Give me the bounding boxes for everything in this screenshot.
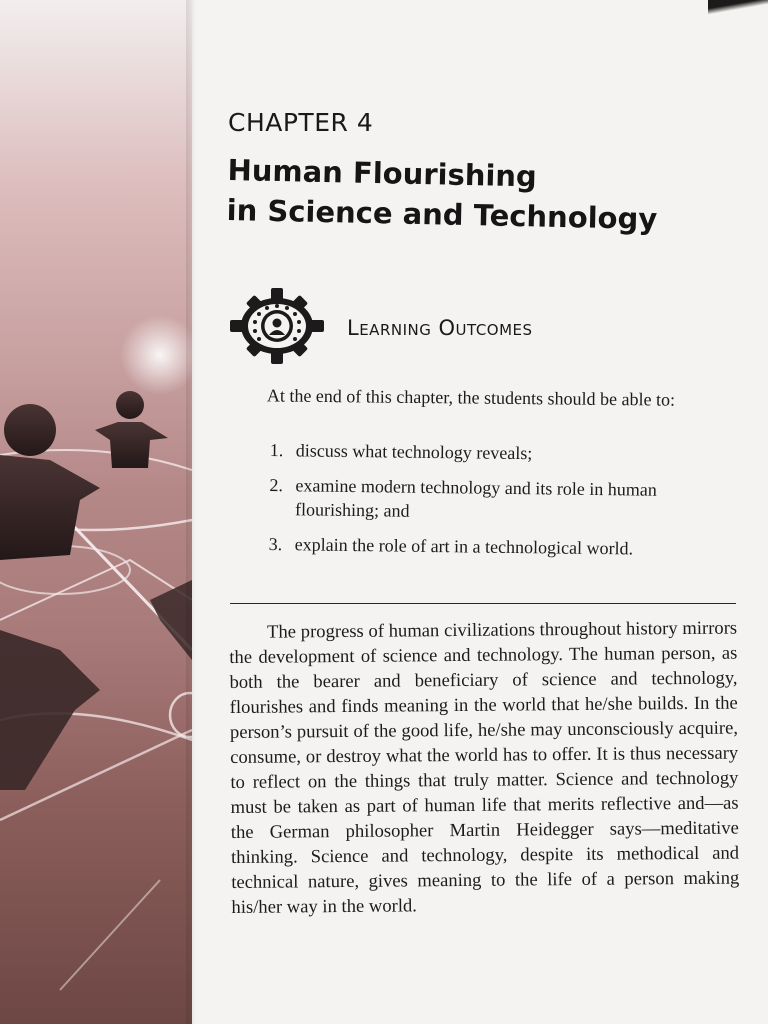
- list-item-text: discuss what technology reveals;: [295, 440, 533, 464]
- list-item-number: 1.: [269, 439, 284, 461]
- list-item: [270, 438, 710, 467]
- list-item: [269, 473, 710, 526]
- list-item-number: 3.: [268, 533, 283, 555]
- list-item-text: examine modern technology and its role in human flourishing; and: [295, 475, 657, 521]
- corner-shadow: [708, 0, 768, 14]
- chapter-title-line-1: Human Flourishing: [227, 152, 538, 194]
- figure-small: [95, 391, 168, 468]
- gear-person-icon: [230, 288, 324, 364]
- decorative-network-image: [0, 0, 192, 1024]
- chapter-title-line-2: in Science and Technology: [226, 192, 658, 237]
- network-illustration: [0, 0, 192, 1024]
- body-paragraph: The progress of human civilizations throughout history mirrors the development of science and technology. The human person, as both the bearer and beneficiary of science and technology, flourishes and finds meaning in the world that he/she builds. In the person’s pursuit of the good life, he/she may unconsciously acquire, consume, or destroy what the world has to offer. It is thus necessary to reflect on the things that truly matter. Science and technology must be taken as part of human life that merits reflective and—as the German philosopher Martin Heidegger says—meditative thinking. Science and technology, despite its methodical and technical nature, gives meaning to the life of a person making his/her way in the world.: [229, 617, 740, 918]
- page-gutter-shadow: [186, 0, 196, 1024]
- figure-lower: [0, 630, 100, 790]
- outcomes-list: [268, 438, 710, 572]
- section-divider: [230, 603, 736, 604]
- chapter-label: CHAPTER 4: [228, 108, 374, 137]
- list-item-number: 2.: [269, 474, 284, 496]
- list-item: [269, 532, 709, 561]
- list-item-text: explain the role of art in a technological world.: [294, 534, 634, 559]
- learning-outcomes-heading: Learning Outcomes: [347, 316, 533, 340]
- chapter-title: [226, 150, 748, 241]
- light-glow: [120, 315, 192, 395]
- outcomes-intro: At the end of this chapter, the students should be able to:: [266, 385, 676, 410]
